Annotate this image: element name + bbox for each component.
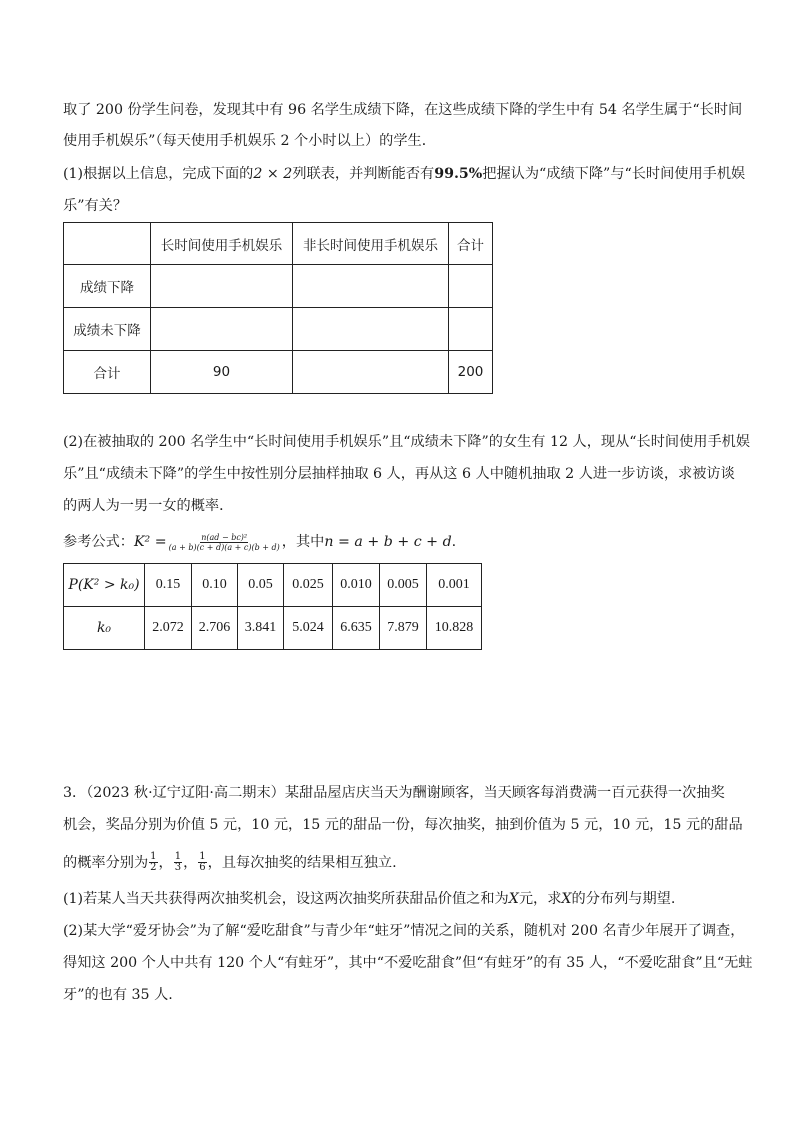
question-2-line-2: 乐”且“成绩未下降”的学生中按性别分层抽样抽取 6 人，再从这 6 人中随机抽取 2 人进一步访谈，求被访谈 [63,466,735,482]
contingency-cell [293,265,449,308]
q3-line3-a: 的概率分别为 [63,854,149,871]
contingency-cell: 200 [449,351,493,394]
k-table-cell: 0.005 [380,564,427,607]
k-table-cell: 0.025 [284,564,333,607]
k-table-cell: 0.001 [427,564,482,607]
contingency-row [64,265,493,308]
critical-value-table [63,563,482,650]
fraction-half [149,852,157,873]
k-table-row-critical [64,607,482,650]
part1-text-a: (1)若某人当天共获得两次抽奖机会，设这两次抽奖所获甜品价值之和为 [63,891,509,907]
contingency-cell [151,265,293,308]
part1-var-x: X [561,891,572,907]
k-table-label: k₀ [64,607,145,650]
q1-text-c: 把握认为“成绩下降”与“长时间使用手机娱 [482,166,746,182]
k-table-cell: 5.024 [284,607,333,650]
contingency-cell: 成绩未下降 [64,308,151,351]
k-table-cell: 0.10 [192,564,238,607]
q1-math: 2 × 2 [253,166,293,182]
question-3-line-3 [63,852,397,873]
k-table-label: P(K² > k₀) [64,564,145,607]
contingency-cell [449,308,493,351]
frac-den: 2 [150,862,157,873]
k-table-cell: 7.879 [380,607,427,650]
contingency-header-cell: 合计 [449,223,493,265]
fraction-third [174,852,182,873]
contingency-header-row [64,223,493,265]
contingency-cell: 成绩下降 [64,265,151,308]
formula-lhs: K² = [133,534,167,550]
k-table-cell: 0.05 [238,564,284,607]
question-3-part-2-line-1: (2)某大学“爱牙协会”为了解“爱吃甜食”与青少年“蛀牙”情况之间的关系，随机对 200 名青少年展开了调查， [63,923,745,939]
k-table-cell: 10.828 [427,607,482,650]
question-3-line-2: 机会，奖品分别为价值 5 元，10 元，15 元的甜品一份，每次抽奖，抽到价值为 5 元，10 元，15 元的甜品 [63,817,743,833]
part1-text-c: 的分布列与期望. [571,891,676,907]
part1-var-x: X [508,891,519,907]
k-table-cell: 2.706 [192,607,238,650]
contingency-header-cell [64,223,151,265]
question-3-part-2-line-2: 得知这 200 个人中共有 120 个人“有蛀牙”，其中“不爱吃甜食”但“有蛀牙”的有 35 人，“不爱吃甜食”且“无蛀 [63,955,753,971]
contingency-header-cell: 非长时间使用手机娱乐 [293,223,449,265]
formula-suffix-math: n = a + b + c + d [324,534,452,550]
fraction-sixth [198,852,206,873]
q3-line3-b: ，且每次抽奖的结果相互独立. [207,854,397,871]
contingency-row [64,308,493,351]
reference-formula [63,532,456,552]
question-3-part-1 [63,889,675,909]
question-3-line-1: 3．（2023 秋·辽宁辽阳·高二期末）某甜品屋店庆当天为酬谢顾客，当天顾客每消费满一百元获得一次抽奖 [63,785,725,801]
formula-suffix-b: . [451,534,457,550]
formula-fraction [169,533,280,552]
frac-num: 1 [174,851,182,862]
contingency-header-cell: 长时间使用手机娱乐 [151,223,293,265]
contingency-cell [293,351,449,394]
intro-line-1: 取了 200 份学生问卷，发现其中有 96 名学生成绩下降，在这些成绩下降的学生中有 54 名学生属于“长时间 [63,102,743,118]
formula-denominator: (a + b)(c + d)(a + c)(b + d) [168,542,280,552]
k-table-cell: 0.15 [145,564,192,607]
contingency-cell: 合计 [64,351,151,394]
frac-num: 1 [150,851,157,862]
contingency-cell [293,308,449,351]
q1-percent: 99.5% [434,166,483,182]
question-1-line-1 [63,164,745,184]
contingency-table [63,222,493,394]
contingency-cell [151,308,293,351]
q3-sep: ， [158,854,173,871]
contingency-cell: 90 [151,351,293,394]
part1-text-b: 元，求 [518,891,562,907]
question-2-line-1: (2)在被抽取的 200 名学生中“长时间使用手机娱乐”且“成绩未下降”的女生有 12 人，现从“长时间使用手机娱 [63,434,751,450]
q1-text-a: (1)根据以上信息，完成下面的 [63,166,254,182]
formula-suffix-a: ，其中 [281,534,325,550]
frac-den: 6 [199,862,206,873]
k-table-cell: 0.010 [333,564,380,607]
intro-line-2: 使用手机娱乐”（每天使用手机娱乐 2 个小时以上）的学生． [63,133,436,149]
q3-sep: ， [183,854,198,871]
k-table-cell: 6.635 [333,607,380,650]
question-3-part-2-line-3: 牙”的也有 35 人. [63,987,173,1003]
contingency-row [64,351,493,394]
k-table-cell: 2.072 [145,607,192,650]
question-2-line-3: 的两人为一男一女的概率． [63,498,234,514]
q1-text-b: 列联表，并判断能否有 [292,166,435,182]
frac-den: 3 [174,862,182,873]
k-table-cell: 3.841 [238,607,284,650]
formula-label: 参考公式： [63,534,134,550]
k-table-row-probability [64,564,482,607]
frac-num: 1 [199,851,206,862]
question-1-line-2: 乐”有关？ [63,198,128,214]
contingency-cell [449,265,493,308]
formula-numerator: n(ad − bc)² [201,532,248,542]
